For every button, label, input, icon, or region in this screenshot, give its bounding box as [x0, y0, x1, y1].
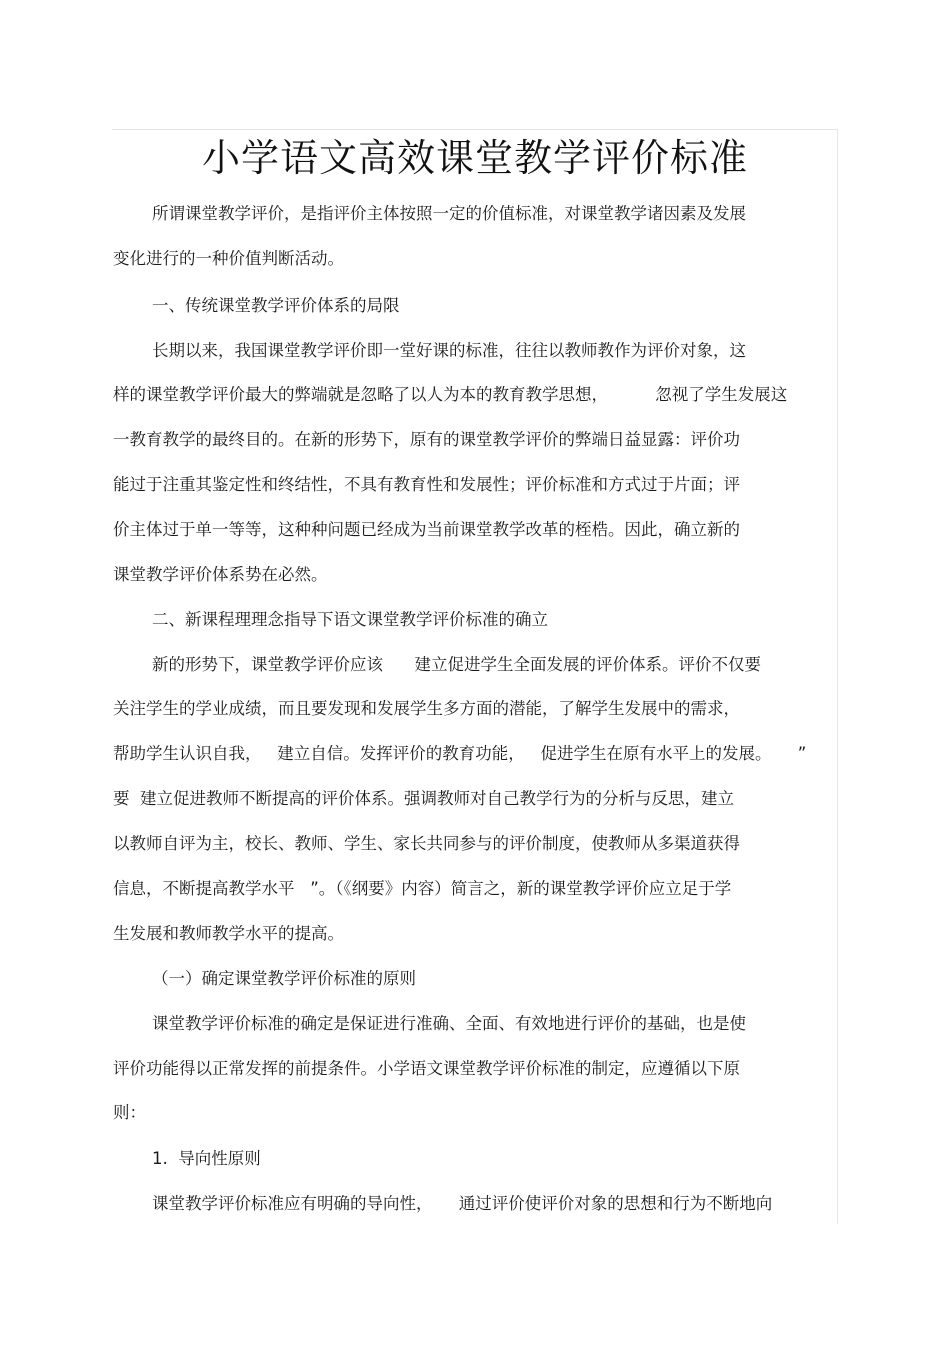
section-heading: 一、传统课堂教学评价体系的局限 [152, 296, 400, 315]
paragraph-line: 信息，不断提高教学水平 ”。（《纲要》内容）简言之，新的课堂教学评价应立足于学 [113, 879, 732, 898]
paragraph-line: 变化进行的一种价值判断活动。 [113, 249, 344, 268]
paragraph-line: 关注学生的学业成绩，而且要发现和发展学生多方面的潜能，了解学生发展中的需求， [113, 699, 740, 718]
paragraph-line: 新的形势下，课堂教学评价应该 建立促进学生全面发展的评价体系。评价不仅要 [152, 655, 761, 674]
paragraph-line: 帮助学生认识自我， 建立自信。发挥评价的教育功能， 促进学生在原有水平上的发展。 ” [113, 744, 807, 763]
paragraph-line: 样的课堂教学评价最大的弊端就是忽略了以人为本的教育教学思想， 忽视了学生发展这 [113, 385, 788, 404]
paragraph-line: 生发展和教师教学水平的提高。 [113, 924, 344, 943]
paragraph-line: 一教育教学的最终目的。在新的形势下，原有的课堂教学评价的弊端日益显露：评价功 [113, 430, 740, 449]
paragraph-line: 则： [113, 1103, 146, 1122]
page-border-right [837, 129, 838, 1224]
paragraph-line: 长期以来，我国课堂教学评价即一堂好课的标准，往往以教师教作为评价对象，这 [152, 341, 746, 360]
paragraph-line: 以教师自评为主，校长、教师、学生、家长共同参与的评价制度，使教师从多渠道获得 [113, 834, 740, 853]
paragraph-line: 要 建立促进教师不断提高的评价体系。强调教师对自己教学行为的分析与反思，建立 [113, 789, 734, 808]
paragraph-line: 能过于注重其鉴定性和终结性，不具有教育性和发展性；评价标准和方式过于片面；评 [113, 475, 740, 494]
page-border-top [112, 129, 838, 130]
subsection-heading: （一）确定课堂教学评价标准的原则 [152, 969, 416, 988]
list-item-heading: 1. 导向性原则 [152, 1149, 261, 1168]
paragraph-line: 课堂教学评价标准应有明确的导向性， 通过评价使评价对象的思想和行为不断地向 [152, 1194, 773, 1213]
paragraph-line: 评价功能得以正常发挥的前提条件。小学语文课堂教学评价标准的制定，应遵循以下原 [113, 1059, 740, 1078]
paragraph-line: 课堂教学评价体系势在必然。 [113, 565, 328, 584]
document-title: 小学语文高效课堂教学评价标准 [201, 136, 748, 180]
paragraph-line: 所谓课堂教学评价，是指评价主体按照一定的价值标准，对课堂教学诸因素及发展 [152, 204, 746, 223]
paragraph-line: 价主体过于单一等等，这种种问题已经成为当前课堂教学改革的桎梏。因此，确立新的 [113, 520, 740, 539]
paragraph-line: 课堂教学评价标准的确定是保证进行准确、全面、有效地进行评价的基础，也是使 [152, 1014, 746, 1033]
section-heading: 二、新课程理理念指导下语文课堂教学评价标准的确立 [152, 610, 548, 629]
